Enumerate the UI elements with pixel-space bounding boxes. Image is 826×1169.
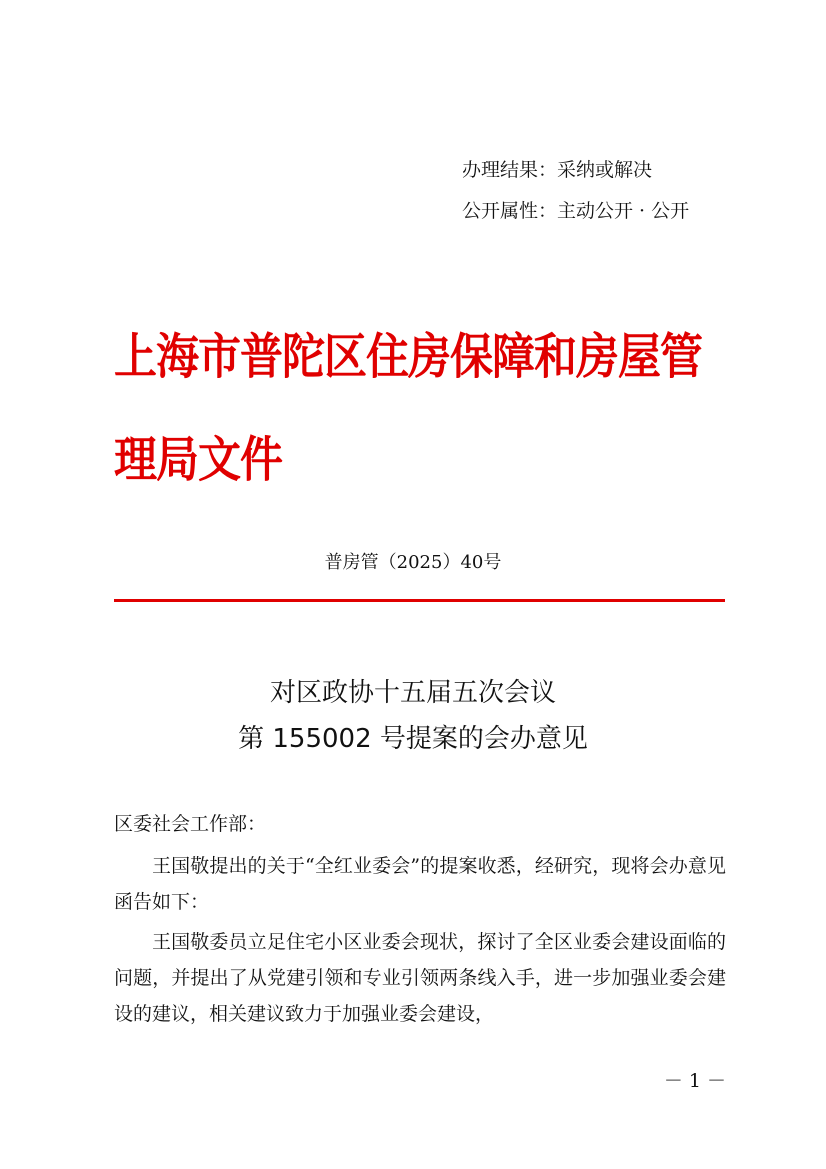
- body-paragraph-1: 王国敬提出的关于“全红业委会”的提案收悉，经研究，现将会办意见函告如下：: [114, 855, 726, 913]
- page-number: － 1 －: [663, 1070, 726, 1092]
- red-divider-line: [114, 599, 725, 602]
- salutation: 区委社会工作部：: [114, 813, 267, 835]
- document-number: 普房管（2025）40号: [324, 552, 502, 573]
- body-paragraph-2: 王国敬委员立足住宅小区业委会现状，探讨了全区业委会建设面临的问题，并提出了从党建引领和专业引领两条线入手，进一步加强业委会建设的建议，相关建议致力于加强业委会建设，: [114, 931, 726, 1025]
- disclosure-attribute: 公开属性：主动公开 · 公开: [462, 200, 690, 222]
- handling-result: 办理结果：采纳或解决: [462, 159, 653, 181]
- document-title-line-1: 对区政协十五届五次会议: [269, 678, 556, 708]
- document-title-line-2: 第 155002 号提案的会办意见: [238, 724, 588, 754]
- agency-header-title: 上海市普陀区住房保障和房屋管理局文件: [114, 329, 702, 489]
